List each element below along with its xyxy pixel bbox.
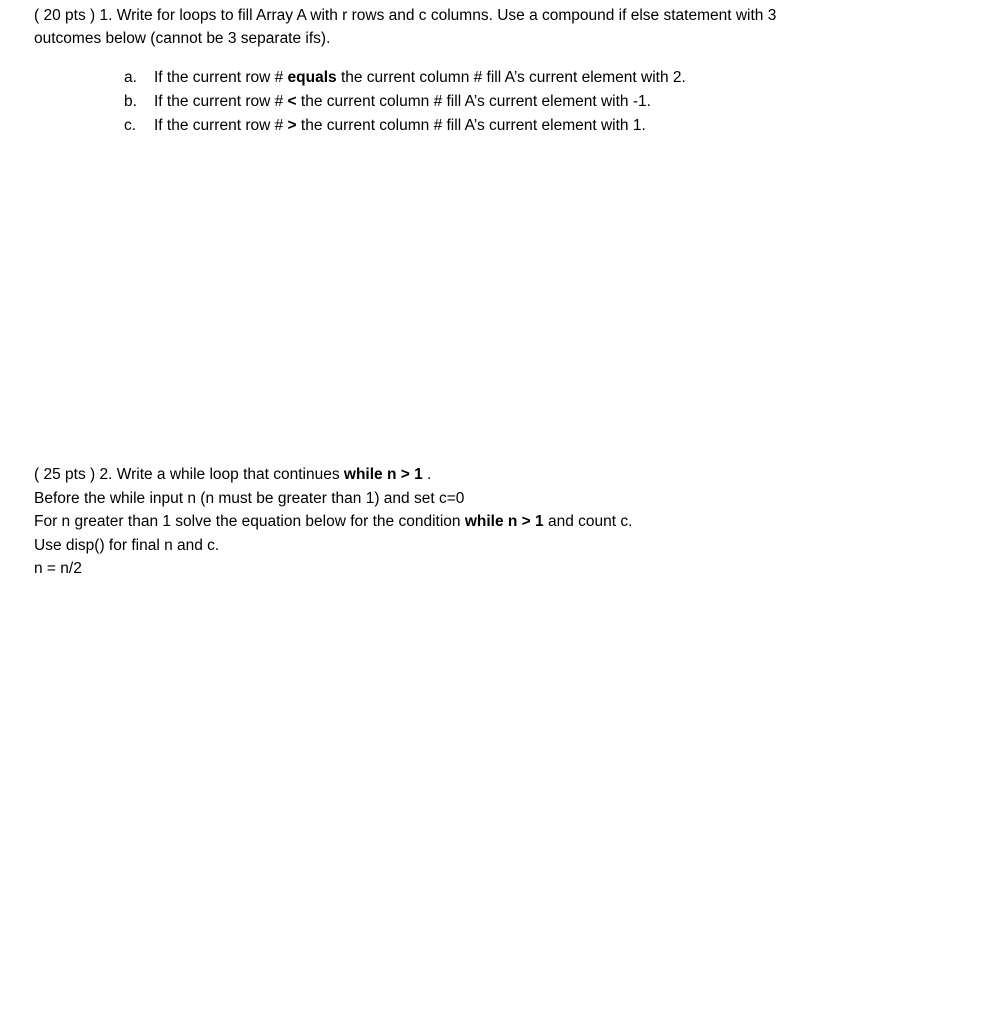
question-2-equation: n = n/2 (34, 560, 82, 577)
list-item-text-before: If the current row # (154, 69, 288, 86)
list-item-text-before: If the current row # (154, 117, 288, 134)
list-item-marker: a. (124, 69, 137, 86)
question-2-line4: Use disp() for final n and c. (34, 536, 220, 554)
question-2-line1-text: Write a while loop that continues (116, 466, 344, 483)
question-2 (34, 463, 934, 581)
list-item-text-after: the current column # fill A’s current element with 2. (336, 69, 686, 86)
question-2-points: ( 25 pts ) (34, 466, 96, 483)
question-2-line2: Before the while input n (n must be greater than 1) and set c=0 (34, 489, 465, 507)
list-item (124, 114, 924, 138)
list-item-keyword: equals (287, 69, 337, 86)
list-item-keyword: < (287, 93, 297, 110)
list-item-text-before: If the current row # (154, 93, 288, 110)
question-1-number: 1. (99, 7, 113, 24)
question-2-line3-end: and count c. (543, 513, 633, 530)
question-2-line1 (34, 463, 934, 487)
question-1-points: ( 20 pts ) (34, 7, 96, 24)
question-1 (34, 4, 934, 134)
question-2-line3 (34, 510, 934, 534)
list-item-marker: c. (124, 117, 137, 134)
question-2-line1-end: . (422, 466, 432, 483)
question-2-line3-bold: while n > 1 (464, 513, 544, 530)
list-item-text-after: the current column # fill A’s current element with 1. (296, 117, 646, 134)
question-2-line1-bold: while n > 1 (343, 466, 423, 483)
question-2-number: 2. (99, 466, 113, 483)
list-item-text-after: the current column # fill A’s current element with -1. (296, 93, 651, 110)
list-item-keyword: > (287, 117, 297, 134)
list-item (124, 66, 924, 90)
question-1-intro (34, 4, 934, 50)
question-1-list (124, 66, 924, 138)
list-item (124, 90, 924, 114)
question-2-line3-text: For n greater than 1 solve the equation below for the condition (34, 513, 465, 530)
question-1-text-line2: outcomes below (cannot be 3 separate ifs). (34, 30, 331, 47)
question-1-text-line1: Write for loops to fill Array A with r rows and c columns. Use a compound if else statement with 3 (116, 7, 777, 24)
list-item-marker: b. (124, 93, 137, 110)
